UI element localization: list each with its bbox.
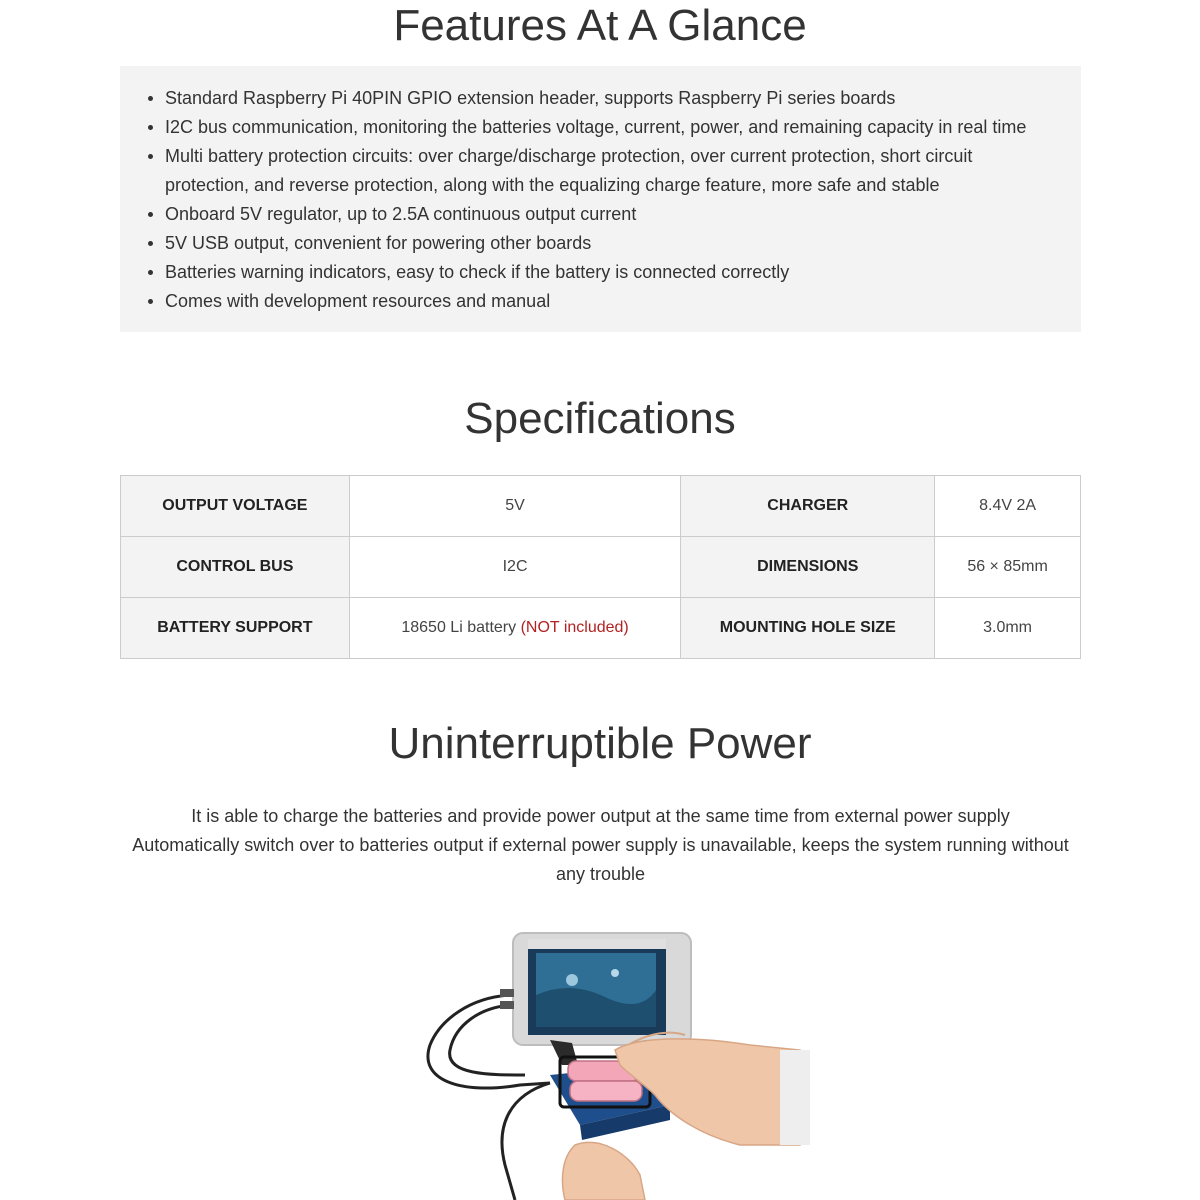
feature-item: Comes with development resources and manual bbox=[165, 287, 1061, 316]
spec-label: MOUNTING HOLE SIZE bbox=[681, 598, 935, 659]
spec-value: 18650 Li battery bbox=[401, 619, 517, 636]
power-line: Automatically switch over to batteries output if external power supply is unavailable, keeps the system running without any trouble bbox=[132, 835, 1069, 884]
features-panel bbox=[120, 66, 1081, 332]
features-list bbox=[165, 84, 1061, 316]
feature-item: Onboard 5V regulator, up to 2.5A continuous output current bbox=[165, 200, 1061, 229]
spec-label: CONTROL BUS bbox=[121, 537, 350, 598]
power-description bbox=[120, 802, 1081, 889]
product-photo bbox=[400, 925, 810, 1200]
specifications-title: Specifications bbox=[464, 394, 736, 443]
spec-label: OUTPUT VOLTAGE bbox=[121, 476, 350, 537]
spec-value: 56 × 85mm bbox=[935, 537, 1081, 598]
hand bbox=[562, 1142, 645, 1200]
table-row bbox=[121, 476, 1081, 537]
specifications-table bbox=[120, 475, 1081, 659]
spec-value: 8.4V 2A bbox=[935, 476, 1081, 537]
not-included-note: (NOT included) bbox=[520, 619, 629, 636]
spec-value: I2C bbox=[349, 537, 681, 598]
spec-label: BATTERY SUPPORT bbox=[121, 598, 350, 659]
power-line: It is able to charge the batteries and provide power output at the same time from external power supply bbox=[191, 806, 1010, 826]
feature-item: Standard Raspberry Pi 40PIN GPIO extension header, supports Raspberry Pi series boards bbox=[165, 84, 1061, 113]
table-row bbox=[121, 598, 1081, 659]
battery-cell bbox=[570, 1081, 642, 1101]
spec-value: 3.0mm bbox=[935, 598, 1081, 659]
power-title: Uninterruptible Power bbox=[388, 719, 812, 768]
feature-item: I2C bus communication, monitoring the batteries voltage, current, power, and remaining capacity in real time bbox=[165, 113, 1061, 142]
features-title: Features At A Glance bbox=[393, 1, 807, 50]
feature-item: 5V USB output, convenient for powering other boards bbox=[165, 229, 1061, 258]
feature-item: Batteries warning indicators, easy to check if the battery is connected correctly bbox=[165, 258, 1061, 287]
spec-label: DIMENSIONS bbox=[681, 537, 935, 598]
spec-label: CHARGER bbox=[681, 476, 935, 537]
spec-value-cell bbox=[349, 598, 681, 659]
feature-item: Multi battery protection circuits: over charge/discharge protection, over current protection, short circuit protection, and reverse protection, along with the equalizing charge feature, more safe and stable bbox=[165, 142, 1061, 200]
table-row bbox=[121, 537, 1081, 598]
spec-value: 5V bbox=[349, 476, 681, 537]
